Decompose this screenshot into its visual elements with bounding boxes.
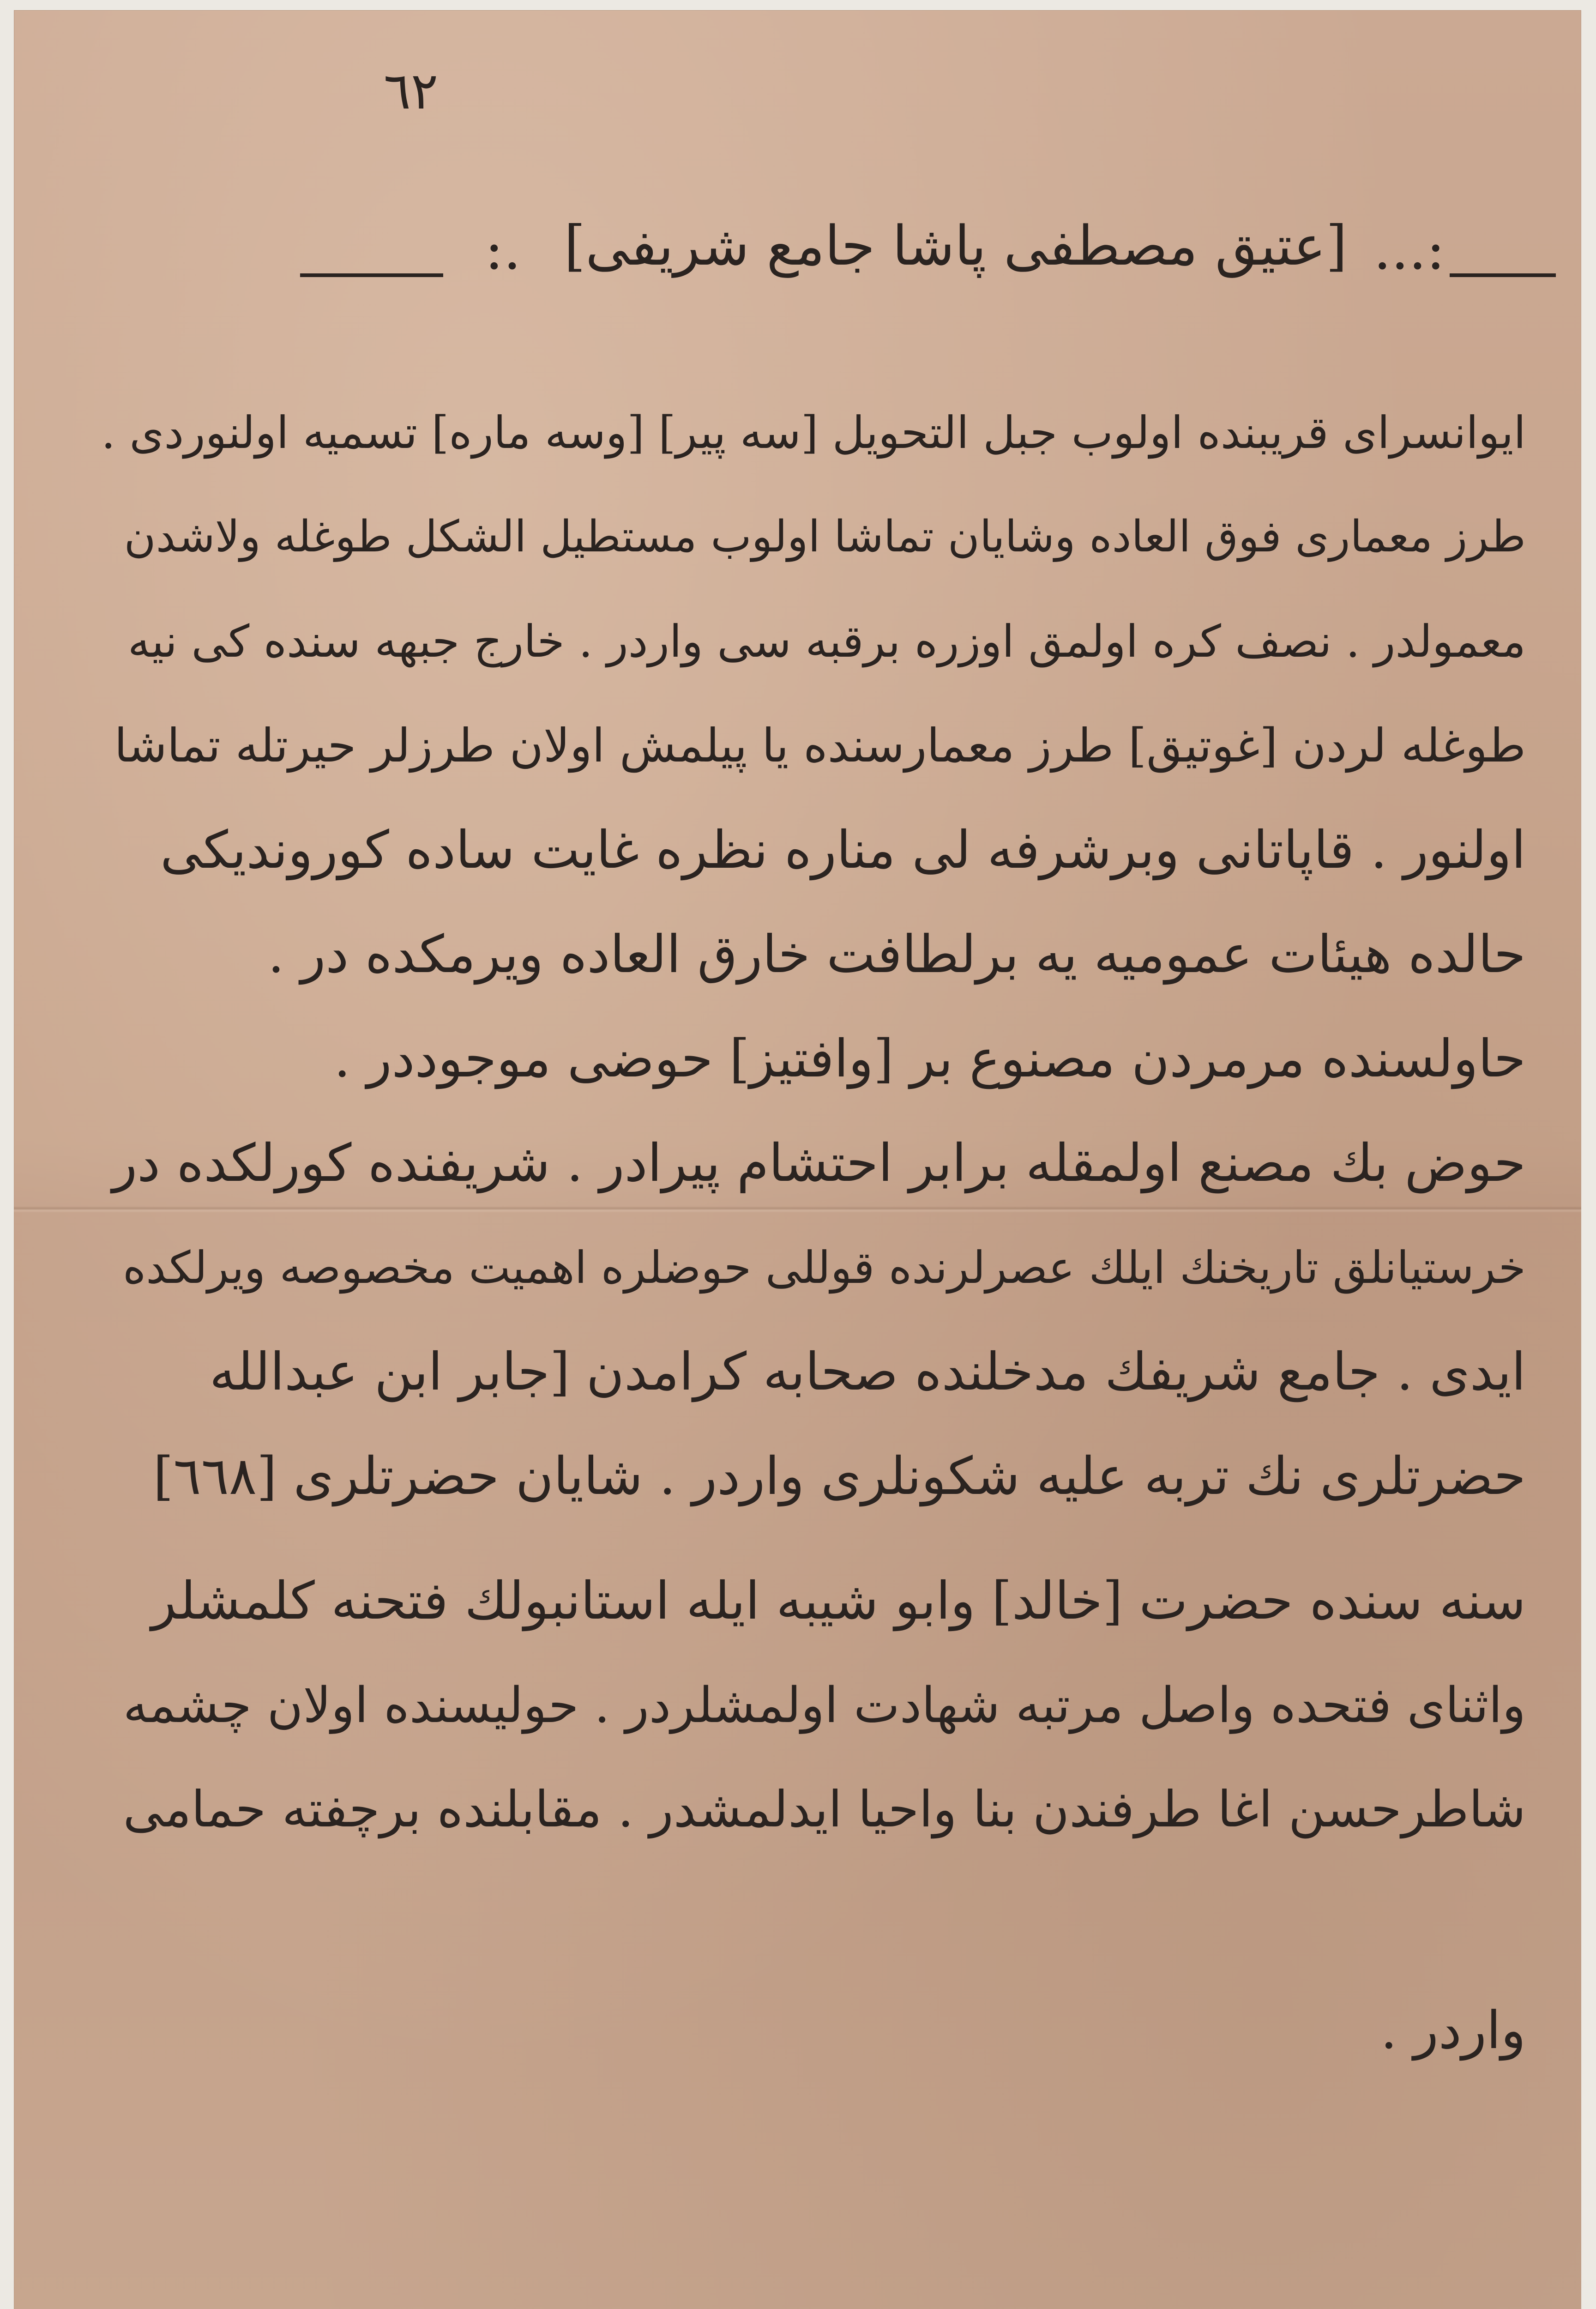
page-fold-crease — [14, 1206, 1581, 1213]
body-line-6: حالده هيئات عموميه يه برلطافت خارق العاده ويرمكده در . — [268, 925, 1526, 985]
page-number: ٦٢ — [383, 61, 439, 121]
body-line-2: طرز معمارى فوق العاده وشايان تماشا اولوب مستطيل الشكل طوغله ولاشدن — [124, 512, 1526, 562]
body-line-15: واردر . — [1380, 2001, 1526, 2061]
title-leading-marks: ...: — [1373, 218, 1445, 282]
body-line-5: اولنور . قاپاتانى وبرشرفه لى مناره نظره غايت ساده كورونديكى — [160, 820, 1526, 880]
body-line-9: خرستيانلق تاريخنك ايلك عصرلرنده قوللى حوضلره اهميت مخصوصه ويرلكده — [123, 1242, 1526, 1294]
body-line-12: سنه سنده حضرت [خالد] وابو شيبه ايله استانبولك فتحنه كلمشلر — [151, 1571, 1526, 1631]
body-line-4: طوغله لردن [غوتيق] طرز معمارسنده يا پيلمش اولان طرزلر حيرتله تماشا — [114, 719, 1526, 773]
body-line-11: حضرتلرى نك تربه عليه شكونلرى واردر . شايان حضرتلرى [٦٦٨] — [153, 1446, 1526, 1506]
title-row — [300, 204, 1556, 324]
mosque-title: [عتيق مصطفى پاشا جامع شريفى] — [564, 214, 1347, 278]
body-line-8: حوض بك مصنع اولمقله برابر احتشام پيرادر . شريفنده كورلكده در — [112, 1133, 1526, 1193]
body-line-3: معمولدر . نصف كره اولمق اوزره برقبه سى واردر . خارج جبهه سنده كى نيه — [127, 616, 1526, 667]
body-line-13: واثناى فتحده واصل مرتبه شهادت اولمشلردر . حوليسنده اولان چشمه — [123, 1677, 1526, 1734]
title-dash-right — [1450, 273, 1556, 277]
title-dash-left — [300, 273, 443, 277]
body-line-10: ايدى . جامع شريفك مدخلنده صحابه كرامدن [جابر ابن عبدالله — [209, 1342, 1526, 1402]
title-trailing-marks: :. — [485, 218, 521, 282]
body-line-1: ايوانسراى قريبنده اولوب جبل التحويل [سه پير] [وسه ماره] تسميه اولنوردى . — [101, 407, 1526, 459]
body-line-14: شاطرحسن اغا طرفندن بنا واحيا ايدلمشدر . مقابلنده برچفته حمامى — [123, 1781, 1526, 1838]
body-line-7: حاولسنده مرمردن مصنوع بر [وافتيز] حوضى موجوددر . — [334, 1029, 1526, 1089]
manuscript-page — [14, 10, 1581, 2309]
